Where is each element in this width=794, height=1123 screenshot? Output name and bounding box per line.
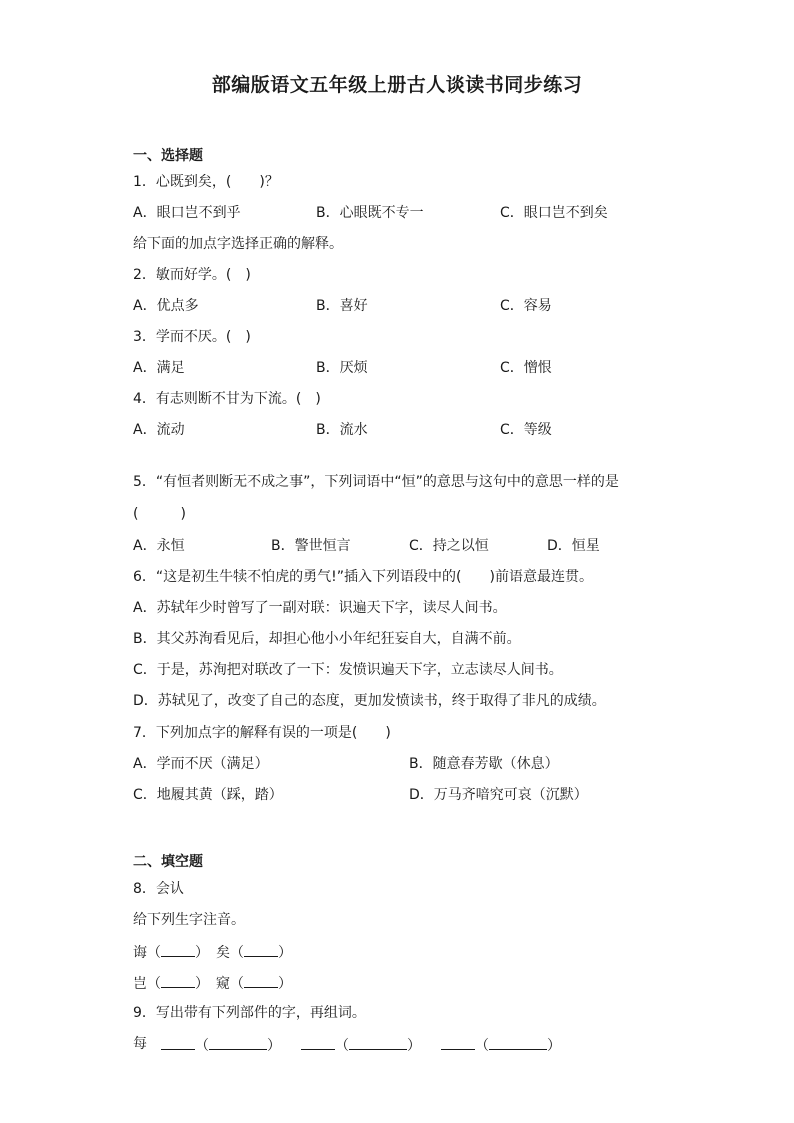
question-4-option-c: C．等级: [500, 422, 552, 438]
question-5-option-a: A．永恒: [133, 538, 185, 554]
question-4-stem: 4．有志则断不甘为下流。( ): [133, 391, 321, 407]
questions-2-4-instruction: 给下面的加点字选择正确的解释。: [133, 236, 343, 252]
question-9-stem: 9．写出带有下列部件的字，再组词。: [133, 1005, 366, 1021]
question-7-option-a: A．学而不厌（满足）: [133, 756, 269, 772]
char-blank[interactable]: [301, 1035, 335, 1050]
pinyin-char: 窥: [216, 976, 230, 992]
section-heading-choice: 一、选择题: [133, 148, 203, 164]
question-7-option-b: B．随意春芳歇（休息）: [409, 756, 559, 772]
pinyin-char: 诲: [133, 945, 147, 961]
question-2-option-a: A．优点多: [133, 298, 199, 314]
question-2-option-c: C．容易: [500, 298, 552, 314]
word-blank[interactable]: [349, 1035, 407, 1050]
pinyin-item-3: 岂（ ）: [133, 973, 209, 993]
question-4-option-b: B．流水: [316, 422, 368, 438]
question-6-option-d: D．苏轼见了，改变了自己的态度，更加发愤读书，终于取得了非凡的成绩。: [133, 693, 606, 709]
word-blank[interactable]: [209, 1035, 267, 1050]
question-1-option-c: C．眼口岂不到矣: [500, 205, 608, 221]
char-blank[interactable]: [441, 1035, 475, 1050]
question-7-stem: 7．下列加点字的解释有误的一项是( ): [133, 725, 391, 741]
question-3-option-b: B．厌烦: [316, 360, 368, 376]
pinyin-blank[interactable]: [161, 973, 195, 988]
pinyin-char: 岂: [133, 976, 147, 992]
pinyin-blank[interactable]: [244, 942, 278, 957]
char-blank[interactable]: [161, 1035, 195, 1050]
question-5-answer-paren: ( ): [133, 506, 186, 522]
word-group-3: （ ）: [441, 1035, 561, 1055]
question-6-option-c: C．于是，苏洵把对联改了一下：发愤识遍天下字，立志读尽人间书。: [133, 662, 563, 678]
question-3-stem: 3．学而不厌。( ): [133, 329, 251, 345]
question-1-stem: 1．心既到矣，( )？: [133, 174, 279, 190]
question-3-option-c: C．憎恨: [500, 360, 552, 376]
pinyin-item-4: 窥（ ）: [216, 973, 292, 993]
pinyin-blank[interactable]: [244, 973, 278, 988]
question-5-stem: 5．“有恒者则断无不成之事”，下列词语中“恒”的意思与这句中的意思一样的是: [133, 474, 619, 490]
question-7-option-c: C．地履其黄（踩，踏）: [133, 787, 283, 803]
question-6-option-b: B．其父苏洵看见后，却担心他小小年纪狂妄自大，自满不前。: [133, 631, 521, 647]
question-1-option-a: A．眼口岂不到乎: [133, 205, 241, 221]
question-9-part: 每: [133, 1036, 147, 1052]
word-group-1: （ ）: [161, 1035, 281, 1055]
question-7-option-d: D．万马齐喑究可哀（沉默）: [409, 787, 588, 803]
question-6-stem: 6．“这是初生牛犊不怕虎的勇气!”插入下列语段中的( )前语意最连贯。: [133, 569, 593, 585]
word-blank[interactable]: [489, 1035, 547, 1050]
word-group-2: （ ）: [301, 1035, 421, 1055]
question-2-stem: 2．敏而好学。( ): [133, 267, 251, 283]
question-5-option-b: B．警世恒言: [271, 538, 351, 554]
question-8-stem: 8．会认: [133, 881, 184, 897]
question-5-option-d: D．恒星: [547, 538, 600, 554]
question-4-option-a: A．流动: [133, 422, 185, 438]
question-5-option-c: C．持之以恒: [409, 538, 489, 554]
question-3-option-a: A．满足: [133, 360, 185, 376]
question-2-option-b: B．喜好: [316, 298, 368, 314]
pinyin-blank[interactable]: [161, 942, 195, 957]
question-8-instruction: 给下列生字注音。: [133, 912, 245, 928]
pinyin-char: 矣: [216, 945, 230, 961]
page-title: 部编版语文五年级上册古人谈读书同步练习: [211, 74, 583, 96]
question-1-option-b: B．心眼既不专一: [316, 205, 424, 221]
section-heading-fill: 二、填空题: [133, 854, 203, 870]
pinyin-item-1: 诲（ ）: [133, 942, 209, 962]
question-6-option-a: A．苏轼年少时曾写了一副对联：识遍天下字，读尽人间书。: [133, 600, 507, 616]
pinyin-item-2: 矣（ ）: [216, 942, 292, 962]
